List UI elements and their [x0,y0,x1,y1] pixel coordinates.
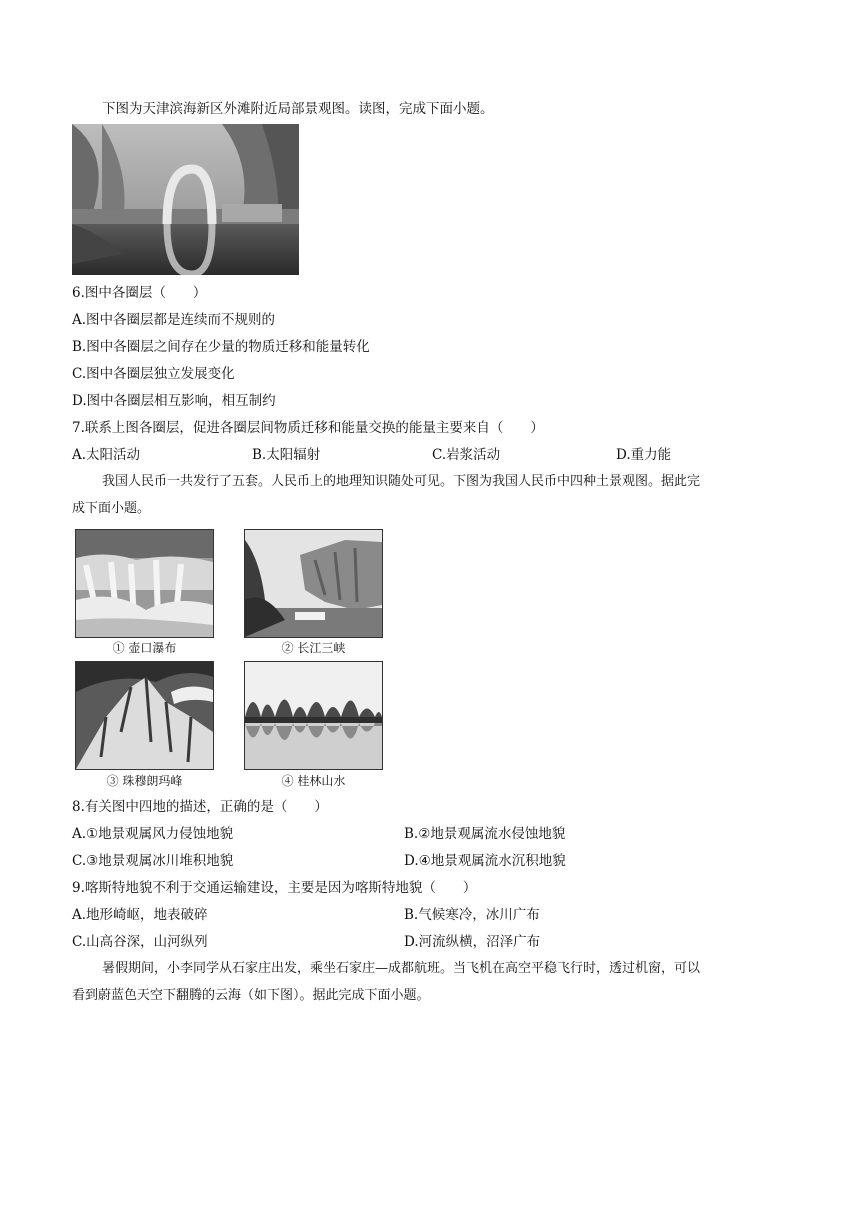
question-8-option-b[interactable]: B.②地景观属流水侵蚀地貌 [404,826,566,842]
intro-text-3-line-1: 暑假期间，小李同学从石家庄出发，乘坐石家庄—成都航班。当飞机在高空平稳飞行时，透过机窗，可以 [102,961,701,976]
intro-text-2-line-1: 我国人民币一共发行了五套。人民币上的地理知识随处可见。下图为我国人民币中四种土景观图。据此完 [102,474,701,489]
question-6-option-b[interactable]: B.图中各圈层之间存在少量的物质迁移和能量转化 [72,339,370,355]
question-7-stem: 7.联系上图各圈层，促进各圈层间物质迁移和能量交换的能量主要来自（ ） [72,420,544,436]
question-6-option-a[interactable]: A.图中各圈层都是连续而不规则的 [72,312,276,328]
question-9-option-d[interactable]: D.河流纵横，沼泽广布 [404,934,541,950]
question-7-option-c[interactable]: C.岩浆活动 [432,447,501,463]
photo-caption-3: ③ 珠穆朗玛峰 [106,774,183,788]
question-8-option-d[interactable]: D.④地景观属流水沉积地貌 [404,853,566,869]
photo-caption-2: ② 长江三峡 [281,641,346,655]
question-6-stem: 6.图中各圈层（ ） [72,285,207,301]
mountain-photo [75,661,214,770]
intro-text-2-line-2: 成下面小题。 [72,501,151,516]
gorge-photo [244,529,383,638]
photo-caption-4: ④ 桂林山水 [281,774,346,788]
question-9-option-a[interactable]: A.地形崎岖，地表破碎 [72,907,208,923]
question-8-option-c[interactable]: C.③地景观属冰川堆积地貌 [72,853,234,869]
question-7-option-a[interactable]: A.太阳活动 [72,447,141,463]
question-6-option-d[interactable]: D.图中各圈层相互影响，相互制约 [72,393,276,409]
intro-text: 下图为天津滨海新区外滩附近局部景观图。读图，完成下面小题。 [102,101,494,117]
question-6-option-c[interactable]: C.图中各圈层独立发展变化 [72,366,235,382]
question-9-option-c[interactable]: C.山高谷深，山河纵列 [72,934,208,950]
karst-photo [244,661,383,770]
waterfall-photo [75,529,214,638]
question-9-option-b[interactable]: B.气候寒冷，冰川广布 [404,907,540,923]
question-8-stem: 8.有关图中四地的描述，正确的是（ ） [72,799,328,815]
question-8-option-a[interactable]: A.①地景观属风力侵蚀地貌 [72,826,234,842]
question-7-option-b[interactable]: B.太阳辐射 [252,447,321,463]
scene-photo [72,124,299,275]
photo-caption-1: ① 壶口瀑布 [112,641,177,655]
intro-text-3-line-2: 看到蔚蓝色天空下翻腾的云海（如下图）。据此完成下面小题。 [72,988,430,1003]
question-9-stem: 9.喀斯特地貌不利于交通运输建设，主要是因为喀斯特地貌（ ） [72,880,477,896]
question-7-option-d[interactable]: D.重力能 [616,447,672,463]
